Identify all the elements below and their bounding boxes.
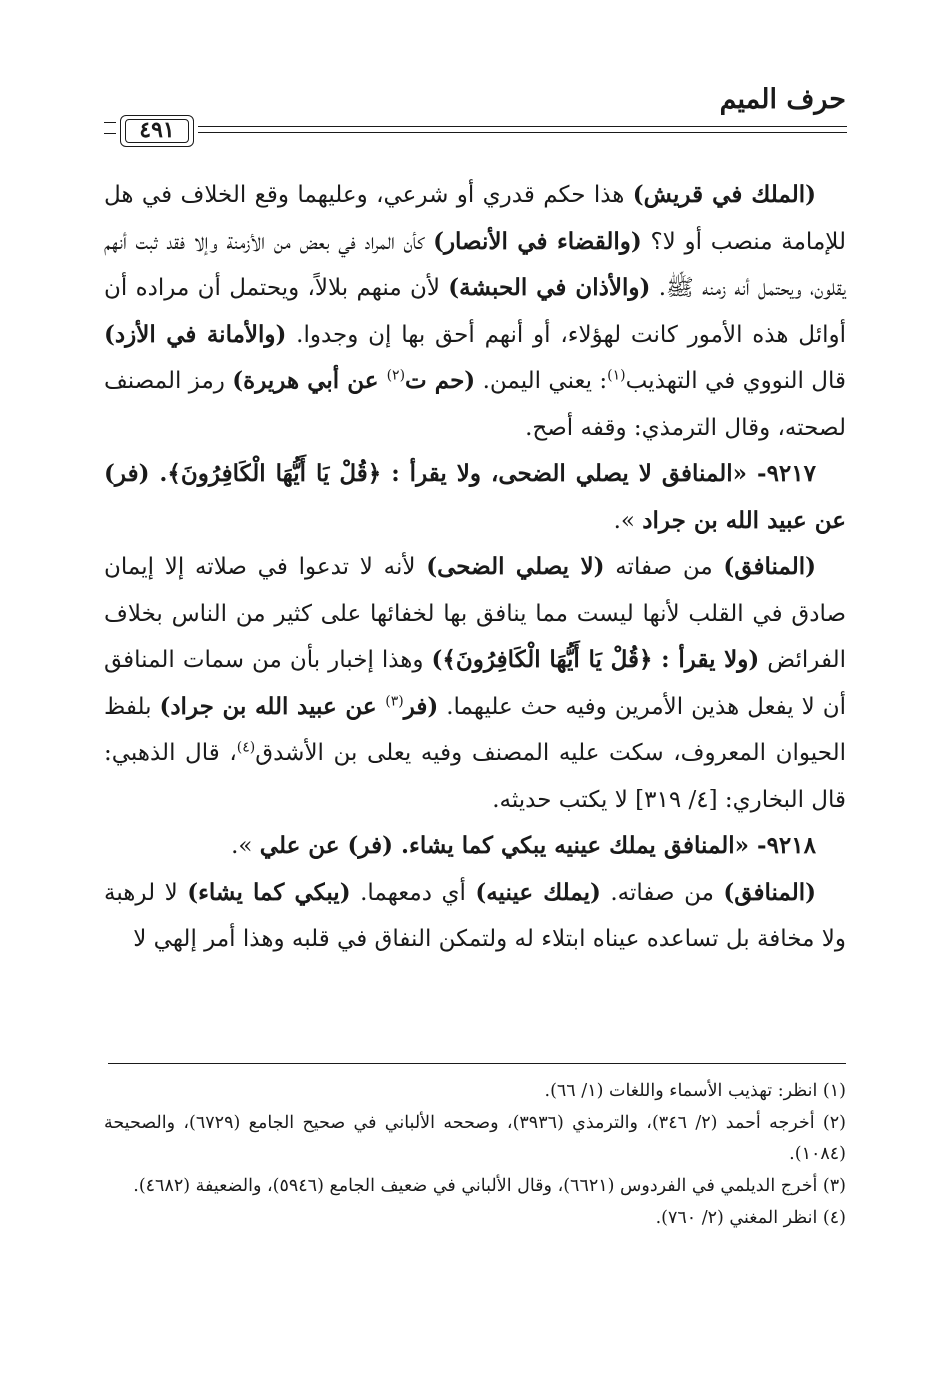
footnote: (٣) أخرج الديلمي في الفردوس (٦٦٢١)، وقال الألباني في ضعيف الجامع (٥٩٤٦)، والضعيفة (٤٦٨٢). xyxy=(133,1176,846,1196)
text-run: لأن منهم بلالاً، ويحتمل أن مراده أن أوائل هذه الأمور كانت لهؤلاء، أو أنهم أحق بها إن وجدوا. xyxy=(104,275,846,348)
bold-phrase: (والأذان في الحبشة) xyxy=(448,274,651,301)
bold-phrase: عن عبيد الله بن جراد) xyxy=(159,692,386,720)
text-run: لأنه لا تدعوا في صلاته إلا إيمان صادق في القلب لأنها ليست مما ينافق بها لخفائها على كثير من الناس بخلاف الفرائض xyxy=(104,554,846,673)
body-text xyxy=(104,172,846,963)
text-run: : يعني اليمن. xyxy=(475,368,608,394)
footnote-ref: (٢) xyxy=(386,367,406,384)
bold-phrase: (ولا يقرأ : ﴿قُلْ يَا أَيُّهَا الْكَافِرُونَ﴾) xyxy=(431,646,760,673)
footnote-ref: (٣) xyxy=(385,692,404,709)
hadith-text: ٩٢١٧- «المنافق لا يصلي الضحى، ولا يقرأ : ﴿قُلْ يَا أَيُّهَا الْكَافِرُونَ﴾. (فر) عن عبيد الله بن جراد xyxy=(104,460,846,534)
bold-phrase: (المنافق) xyxy=(723,553,817,580)
header-rule xyxy=(198,126,847,127)
text-run: رمز المصنف لصحته، وقال الترمذي: وقفه أصح. xyxy=(104,368,846,441)
footnote: (٤) انظر المغني (٢/ ٧٦٠). xyxy=(655,1208,846,1228)
commentary-paragraph xyxy=(104,870,846,963)
bold-phrase: (لا يصلي الضحى) xyxy=(426,553,605,580)
text-run: بلفظ الحيوان المعروف، سكت عليه المصنف وفيه يعلى بن الأشدق xyxy=(104,693,846,766)
footnote: (٢) أخرجه أحمد (٢/ ٣٤٦)، والترمذي (٣٩٣٦)، وصححه الألباني في صحيح الجامع (٦٧٢٩)، والصحيحة (١٠٨٤). xyxy=(104,1113,846,1164)
commentary-paragraph xyxy=(104,544,846,823)
bold-phrase: (والأمانة في الأزد) xyxy=(104,320,287,348)
text-run: وهذا إخبار بأن من سمات المنافق أن لا يفعل هذين الأمرين وفيه حث عليهما. xyxy=(104,647,846,720)
commentary-paragraph xyxy=(104,172,846,451)
bold-phrase: (يملك عينيه) xyxy=(475,878,601,906)
bold-phrase: (والقضاء في الأنصار) xyxy=(433,227,642,255)
hadith-text: ٩٢١٨- «المنافق يملك عينيه يبكي كما يشاء. (فر) عن علي xyxy=(259,832,816,859)
page-number: ٤٩١ xyxy=(120,115,194,147)
text-run: أي دمعهما. xyxy=(350,879,476,906)
footnote: (١) انظر: تهذيب الأسماء واللغات (١/ ٦٦). xyxy=(544,1081,846,1101)
text-run: لا لرهبة ولا مخافة بل تساعده عيناه ابتلاء له ولتمكن النفاق في قلبه وهذا أمر إلهي لا xyxy=(104,879,846,952)
text-run: هذا حكم قدري أو شرعي، وعليهما وقع الخلاف في هل للإمامة منصب أو لا؟ xyxy=(104,182,846,255)
text-run: من صفاته. xyxy=(600,879,724,906)
bold-phrase: (يبكي كما يشاء) xyxy=(187,878,351,906)
text-run: ». xyxy=(231,833,260,859)
chapter-title: حرف الميم xyxy=(719,84,846,115)
text-run: ». xyxy=(613,507,643,534)
bold-phrase: (حم ت xyxy=(405,367,476,394)
text-run: كأن المراد في بعض من الأزمنة وإلا فقد ثبت أنهم يقلون، ويحتمل أنه زمنه ﷺ. xyxy=(104,228,846,301)
footnotes xyxy=(104,1076,846,1235)
text-run: من صفاته xyxy=(604,554,724,580)
bold-phrase: (الملك في قريش) xyxy=(632,181,816,208)
hadith-9218 xyxy=(104,823,846,870)
bold-phrase: عن أبي هريرة) xyxy=(232,367,387,394)
hadith-9217 xyxy=(104,451,846,544)
header-ornament xyxy=(104,122,116,134)
text-run: قال النووي في التهذيب xyxy=(625,368,847,394)
footnote-divider xyxy=(108,1063,846,1064)
footnote-ref: (١) xyxy=(607,367,626,384)
header-rule xyxy=(198,132,847,133)
footnote-ref: (٤) xyxy=(236,739,256,756)
bold-phrase: (فر xyxy=(403,692,439,720)
text-run: ، قال الذهبي: قال البخاري: [٤/ ٣١٩] لا يكتب حديثه. xyxy=(104,740,846,813)
bold-phrase: (المنافق) xyxy=(723,878,816,906)
